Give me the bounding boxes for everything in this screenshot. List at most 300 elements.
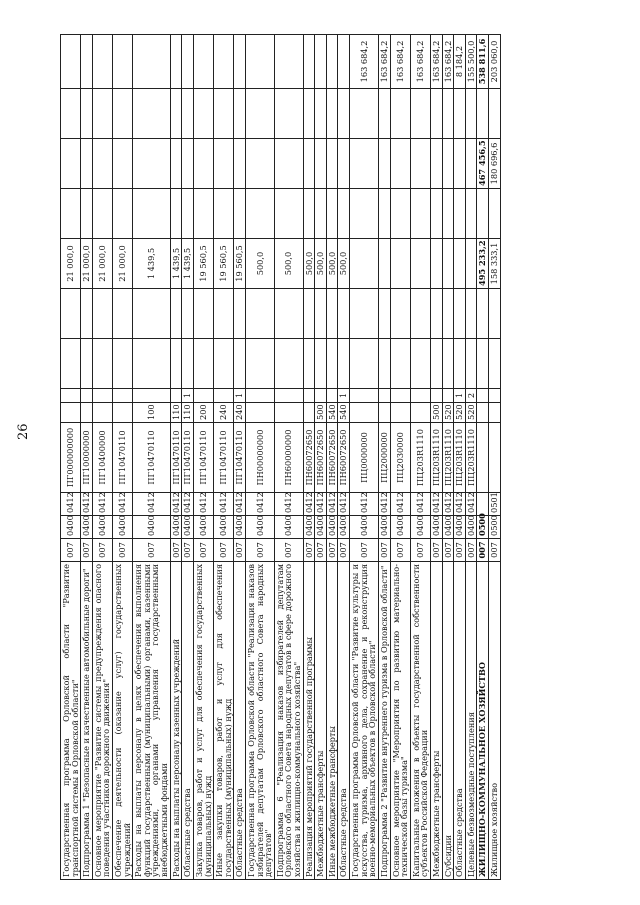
code-cell: ПН60072650 <box>315 423 327 493</box>
amount-cell <box>430 339 442 389</box>
code-cell: 0400 <box>61 516 81 539</box>
amount-cell <box>245 139 274 189</box>
row-name-cell: Основное мероприятие "Мероприятия по развитию материально-технической базы туризма" <box>390 562 410 880</box>
amount-cell <box>81 289 93 339</box>
amount-cell <box>315 139 327 189</box>
code-cell: ПН60072650 <box>326 423 338 493</box>
amount-cell <box>170 339 182 389</box>
amount-cell <box>303 289 315 339</box>
code-cell: 520 <box>465 403 477 423</box>
code-cell <box>315 389 327 403</box>
code-cell: 500 <box>315 403 327 423</box>
code-cell: 0412 <box>274 493 303 516</box>
code-cell: 0400 <box>350 516 379 539</box>
code-cell: 0400 <box>274 516 303 539</box>
code-cell <box>442 389 454 403</box>
amount-cell <box>61 189 81 239</box>
amount-cell <box>410 339 430 389</box>
amount-cell <box>350 189 379 239</box>
amount-cell: 500,0 <box>315 239 327 289</box>
code-cell: 007 <box>454 539 466 562</box>
code-cell: 110 <box>170 403 182 423</box>
amount-cell <box>454 339 466 389</box>
amount-cell <box>390 89 410 139</box>
code-cell: ПН60000000 <box>274 423 303 493</box>
amount-cell <box>454 189 466 239</box>
table-row <box>488 35 500 880</box>
amount-cell <box>430 189 442 239</box>
amount-cell <box>193 189 213 239</box>
code-cell <box>113 403 133 423</box>
amount-cell <box>182 189 194 239</box>
table-row <box>390 35 410 880</box>
code-cell <box>245 389 274 403</box>
row-name-cell: Основное мероприятие "Развитие системы предупреждения опасного поведения участников дорожного движения" <box>92 562 112 880</box>
code-cell: 0412 <box>92 493 112 516</box>
code-cell: ПЦ203R1110 <box>430 423 442 493</box>
table-row <box>245 35 274 880</box>
code-cell: 500 <box>430 403 442 423</box>
amount-cell <box>315 189 327 239</box>
code-cell: 0400 <box>234 516 246 539</box>
amount-cell <box>214 35 234 89</box>
table-row <box>113 35 133 880</box>
table-row <box>193 35 213 880</box>
code-cell: 007 <box>113 539 133 562</box>
amount-cell: 158 333,1 <box>488 239 500 289</box>
code-cell: ПГ10470110 <box>193 423 213 493</box>
amount-cell <box>193 289 213 339</box>
amount-cell <box>410 239 430 289</box>
code-cell: 1 <box>338 389 350 403</box>
code-cell: ПН60072650 <box>303 423 315 493</box>
amount-cell: 21 000,0 <box>113 239 133 289</box>
row-name-cell: Государственная программа Орловской области "Развитие культуры и искусства, туризма, архивного дела, сохранение и реконструкция военно-мемориальных объектов в Орловской области" <box>350 562 379 880</box>
amount-cell <box>315 89 327 139</box>
amount-cell <box>113 189 133 239</box>
code-cell: 0412 <box>378 493 390 516</box>
code-cell: 0400 <box>193 516 213 539</box>
amount-cell: 495 233,2 <box>477 239 489 289</box>
amount-cell <box>338 139 350 189</box>
code-cell: 0412 <box>430 493 442 516</box>
code-cell <box>390 403 410 423</box>
code-cell: 0412 <box>182 493 194 516</box>
row-name-cell: Субсидии <box>442 562 454 880</box>
row-name-cell: Иные закупки товаров, работ и услуг для обеспечения государственных (муниципальных) нужд <box>214 562 234 880</box>
code-cell: 0400 <box>430 516 442 539</box>
amount-cell <box>488 89 500 139</box>
code-cell: 0412 <box>465 493 477 516</box>
amount-cell <box>133 89 170 139</box>
code-cell <box>350 403 379 423</box>
table-row <box>477 35 489 880</box>
amount-cell <box>182 289 194 339</box>
amount-cell <box>430 239 442 289</box>
amount-cell <box>81 35 93 89</box>
amount-cell: 163 684,2 <box>378 35 390 89</box>
code-cell: 007 <box>133 539 170 562</box>
table-row <box>303 35 315 880</box>
amount-cell: 155 500,0 <box>465 35 477 89</box>
amount-cell <box>390 139 410 189</box>
code-cell: 007 <box>410 539 430 562</box>
code-cell: ПГ10000000 <box>81 423 93 493</box>
code-cell: 0400 <box>92 516 112 539</box>
code-cell: 0400 <box>390 516 410 539</box>
code-cell <box>488 403 500 423</box>
row-name-cell: Государственная программа Орловской области "Развитие транспортной системы в Орловской области" <box>61 562 81 880</box>
code-cell: ПН60072650 <box>338 423 350 493</box>
code-cell: ПЦ2030000 <box>390 423 410 493</box>
table-row <box>274 35 303 880</box>
code-cell: 0500 <box>488 516 500 539</box>
row-name-cell: Жилищное хозяйство <box>488 562 500 880</box>
code-cell: ПГ10470110 <box>214 423 234 493</box>
code-cell: 520 <box>454 403 466 423</box>
amount-cell: 21 000,0 <box>92 239 112 289</box>
code-cell: 0412 <box>214 493 234 516</box>
amount-cell <box>61 339 81 389</box>
table-row <box>170 35 182 880</box>
amount-cell <box>170 89 182 139</box>
amount-cell <box>193 339 213 389</box>
amount-cell <box>350 239 379 289</box>
table-row <box>61 35 81 880</box>
amount-cell <box>234 339 246 389</box>
amount-cell <box>81 139 93 189</box>
amount-cell <box>245 89 274 139</box>
code-cell: 240 <box>214 403 234 423</box>
amount-cell <box>214 339 234 389</box>
amount-cell <box>378 89 390 139</box>
row-name-cell: Реализация мероприятий государственной программы <box>303 562 315 880</box>
code-cell: 007 <box>465 539 477 562</box>
amount-cell <box>338 189 350 239</box>
code-cell <box>430 389 442 403</box>
amount-cell <box>350 289 379 339</box>
code-cell <box>133 389 170 403</box>
amount-cell <box>442 339 454 389</box>
amount-cell <box>390 339 410 389</box>
row-name-cell: Подпрограмма 6 "Реализация наказов избирателей депутатам Орловского областного Совета народных депутатов в сфере дорожного хозяйства и жилищно-коммунального хозяйства" <box>274 562 303 880</box>
amount-cell <box>133 139 170 189</box>
amount-cell <box>390 189 410 239</box>
amount-cell <box>326 289 338 339</box>
amount-cell <box>170 139 182 189</box>
code-cell: 0412 <box>303 493 315 516</box>
amount-cell <box>477 89 489 139</box>
code-cell: 007 <box>338 539 350 562</box>
amount-cell <box>378 189 390 239</box>
amount-cell <box>454 139 466 189</box>
code-cell: 0412 <box>170 493 182 516</box>
amount-cell <box>465 189 477 239</box>
code-cell: ПГ10470110 <box>170 423 182 493</box>
amount-cell <box>477 289 489 339</box>
amount-cell: 500,0 <box>274 239 303 289</box>
code-cell <box>378 403 390 423</box>
amount-cell <box>477 189 489 239</box>
row-name-cell: Межбюджетные трансферты <box>430 562 442 880</box>
code-cell: 0412 <box>410 493 430 516</box>
code-cell: 0400 <box>113 516 133 539</box>
amount-cell: 21 000,0 <box>61 239 81 289</box>
amount-cell <box>430 89 442 139</box>
amount-cell <box>113 35 133 89</box>
code-cell: ПГ10470110 <box>133 423 170 493</box>
amount-cell: 500,0 <box>326 239 338 289</box>
code-cell: 240 <box>234 403 246 423</box>
code-cell: 540 <box>338 403 350 423</box>
table-row <box>92 35 112 880</box>
amount-cell <box>92 139 112 189</box>
amount-cell <box>214 189 234 239</box>
amount-cell <box>170 189 182 239</box>
table-row <box>315 35 327 880</box>
amount-cell <box>113 289 133 339</box>
amount-cell: 1 439,5 <box>133 239 170 289</box>
code-cell: 2 <box>465 389 477 403</box>
code-cell: 1 <box>234 389 246 403</box>
amount-cell <box>193 35 213 89</box>
amount-cell: 203 060,0 <box>488 35 500 89</box>
code-cell: 007 <box>326 539 338 562</box>
amount-cell <box>442 89 454 139</box>
amount-cell <box>170 35 182 89</box>
code-cell: 007 <box>193 539 213 562</box>
code-cell: ПГ10470110 <box>182 423 194 493</box>
amount-cell <box>214 139 234 189</box>
code-cell: 0412 <box>454 493 466 516</box>
code-cell <box>245 403 274 423</box>
amount-cell <box>303 339 315 389</box>
code-cell: ПН00000000 <box>245 423 274 493</box>
code-cell: 007 <box>477 539 489 562</box>
amount-cell <box>182 339 194 389</box>
code-cell <box>477 423 489 493</box>
code-cell: ПГ000000000 <box>61 423 81 493</box>
amount-cell <box>303 35 315 89</box>
code-cell: 007 <box>81 539 93 562</box>
amount-cell <box>214 89 234 139</box>
code-cell: 007 <box>303 539 315 562</box>
amount-cell: 163 684,2 <box>442 35 454 89</box>
code-cell: 0400 <box>315 516 327 539</box>
code-cell: ПЦ0000000 <box>350 423 379 493</box>
code-cell <box>303 389 315 403</box>
amount-cell <box>410 289 430 339</box>
code-cell: 1 <box>182 389 194 403</box>
code-cell: 0400 <box>133 516 170 539</box>
rotated-budget-table-wrapper <box>60 35 570 880</box>
amount-cell <box>274 139 303 189</box>
code-cell: 540 <box>326 403 338 423</box>
code-cell: 0412 <box>350 493 379 516</box>
amount-cell: 500,0 <box>245 239 274 289</box>
amount-cell <box>92 35 112 89</box>
code-cell <box>378 389 390 403</box>
code-cell: 0400 <box>410 516 430 539</box>
code-cell: 007 <box>430 539 442 562</box>
code-cell <box>81 389 93 403</box>
code-cell: 007 <box>170 539 182 562</box>
amount-cell <box>465 89 477 139</box>
table-row <box>430 35 442 880</box>
code-cell: 0400 <box>465 516 477 539</box>
row-name-cell: Подпрограмма 2 "Развитие внутреннего туризма в Орловской области" <box>378 562 390 880</box>
amount-cell <box>454 289 466 339</box>
code-cell: 007 <box>378 539 390 562</box>
code-cell: ПЦ203R1110 <box>465 423 477 493</box>
amount-cell <box>303 139 315 189</box>
amount-cell <box>245 35 274 89</box>
amount-cell <box>274 35 303 89</box>
code-cell: 0412 <box>442 493 454 516</box>
amount-cell: 8 184,2 <box>454 35 466 89</box>
code-cell <box>477 389 489 403</box>
amount-cell: 163 684,2 <box>410 35 430 89</box>
table-row <box>182 35 194 880</box>
budget-table <box>60 34 501 880</box>
code-cell <box>274 403 303 423</box>
code-cell: 007 <box>488 539 500 562</box>
code-cell <box>193 389 213 403</box>
amount-cell <box>378 139 390 189</box>
amount-cell <box>338 289 350 339</box>
amount-cell <box>442 239 454 289</box>
code-cell: 0412 <box>315 493 327 516</box>
table-row <box>133 35 170 880</box>
row-name-cell: Расходы на выплаты персоналу казенных учреждений <box>170 562 182 880</box>
amount-cell <box>133 35 170 89</box>
amount-cell: 500,0 <box>338 239 350 289</box>
code-cell: ПГ10470110 <box>113 423 133 493</box>
code-cell: 0501 <box>488 493 500 516</box>
table-row <box>234 35 246 880</box>
amount-cell <box>378 289 390 339</box>
row-name-cell: Областные средства <box>338 562 350 880</box>
amount-cell <box>350 89 379 139</box>
amount-cell <box>488 339 500 389</box>
code-cell: 0400 <box>214 516 234 539</box>
amount-cell <box>274 89 303 139</box>
table-row <box>350 35 379 880</box>
amount-cell <box>182 89 194 139</box>
amount-cell <box>326 35 338 89</box>
code-cell: 0412 <box>81 493 93 516</box>
amount-cell <box>245 339 274 389</box>
amount-cell <box>488 289 500 339</box>
amount-cell <box>92 339 112 389</box>
amount-cell <box>488 189 500 239</box>
amount-cell <box>113 339 133 389</box>
row-name-cell: Подпрограмма 1 "Безопасные и качественные автомобильные дороги" <box>81 562 93 880</box>
code-cell <box>92 389 112 403</box>
code-cell: 0400 <box>326 516 338 539</box>
amount-cell <box>315 289 327 339</box>
code-cell <box>81 403 93 423</box>
amount-cell <box>193 89 213 139</box>
amount-cell <box>133 339 170 389</box>
amount-cell <box>338 339 350 389</box>
row-name-cell: Закупка товаров, работ и услуг для обеспечения государственных (муниципальных) нужд <box>193 562 213 880</box>
page-number: 26 <box>16 423 31 440</box>
table-row <box>326 35 338 880</box>
amount-cell <box>303 189 315 239</box>
code-cell: ПГ10400000 <box>92 423 112 493</box>
code-cell <box>170 389 182 403</box>
table-row <box>81 35 93 880</box>
amount-cell <box>430 289 442 339</box>
code-cell: 007 <box>92 539 112 562</box>
amount-cell: 538 811,6 <box>477 35 489 89</box>
code-cell: 200 <box>193 403 213 423</box>
table-row <box>378 35 390 880</box>
amount-cell <box>182 35 194 89</box>
amount-cell: 19 560,5 <box>234 239 246 289</box>
amount-cell <box>477 339 489 389</box>
amount-cell <box>350 139 379 189</box>
row-name-cell: Капитальные вложения в объекты государственной собственности субъектов Российской Федерации <box>410 562 430 880</box>
row-name-cell: Обеспечение деятельности (оказание услуг) государственных учреждений <box>113 562 133 880</box>
code-cell: 007 <box>234 539 246 562</box>
row-name-cell: Иные межбюджетные трансферты <box>326 562 338 880</box>
budget-table-body <box>61 35 501 880</box>
code-cell <box>477 403 489 423</box>
code-cell: 0400 <box>170 516 182 539</box>
amount-cell: 1 439,5 <box>170 239 182 289</box>
code-cell: 007 <box>350 539 379 562</box>
code-cell: 0400 <box>81 516 93 539</box>
amount-cell <box>245 289 274 339</box>
amount-cell <box>315 35 327 89</box>
code-cell <box>214 389 234 403</box>
amount-cell: 467 456,5 <box>477 139 489 189</box>
amount-cell <box>234 139 246 189</box>
code-cell <box>488 389 500 403</box>
code-cell: 520 <box>442 403 454 423</box>
amount-cell <box>234 89 246 139</box>
amount-cell <box>465 289 477 339</box>
code-cell: 0400 <box>182 516 194 539</box>
amount-cell <box>326 339 338 389</box>
code-cell: 0400 <box>442 516 454 539</box>
code-cell: 007 <box>390 539 410 562</box>
amount-cell: 19 560,5 <box>193 239 213 289</box>
amount-cell: 19 560,5 <box>214 239 234 289</box>
amount-cell: 21 000,0 <box>81 239 93 289</box>
amount-cell <box>430 139 442 189</box>
row-name-cell: Межбюджетные трансферты <box>315 562 327 880</box>
code-cell: 0412 <box>61 493 81 516</box>
code-cell: 0412 <box>113 493 133 516</box>
amount-cell <box>81 89 93 139</box>
amount-cell <box>274 189 303 239</box>
amount-cell <box>61 289 81 339</box>
amount-cell <box>133 289 170 339</box>
row-name-cell: Государственная программа Орловской области "Реализация наказов избирателей депутатам Орловского областного Совета народных депутатов" <box>245 562 274 880</box>
code-cell: 0412 <box>390 493 410 516</box>
amount-cell <box>170 289 182 339</box>
code-cell <box>274 389 303 403</box>
amount-cell <box>442 139 454 189</box>
code-cell: ПЦ203R1110 <box>454 423 466 493</box>
code-cell: 0412 <box>234 493 246 516</box>
amount-cell <box>338 35 350 89</box>
code-cell: ПЦ203R1110 <box>410 423 430 493</box>
amount-cell <box>133 189 170 239</box>
